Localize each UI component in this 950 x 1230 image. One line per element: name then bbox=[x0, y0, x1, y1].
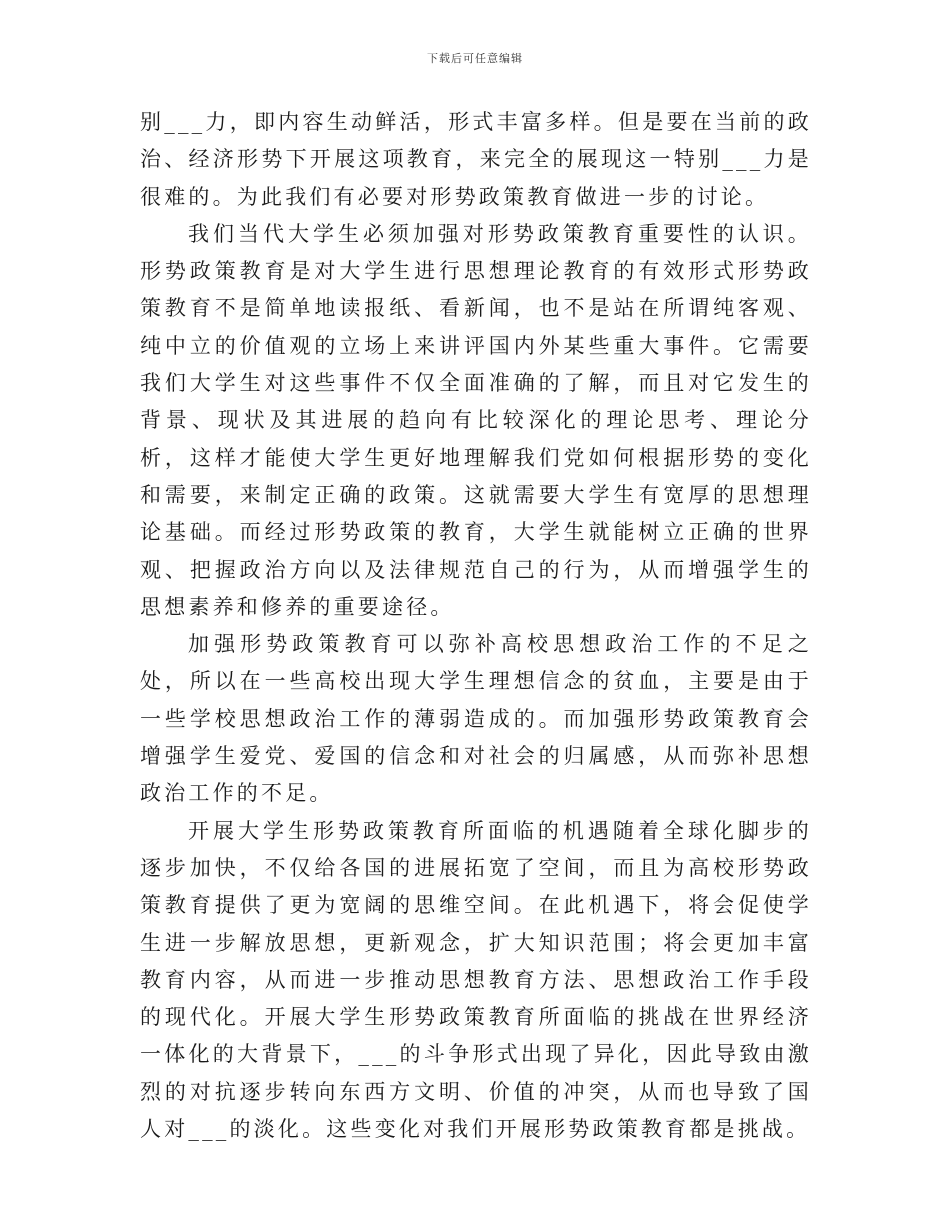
paragraph-supplement: 加强形势政策教育可以弥补高校思想政治工作的不足之处，所以在一些高校出现大学生理想信念的贫血，主要是由于一些学校思想政治工作的薄弱造成的。而加强形势政策教育会增强学生爱党、爱国的信念和对社会的归属感，从而弥补思想政治工作的不足。 bbox=[140, 632, 812, 806]
paragraph-continuation: 别___力，即内容生动鲜活，形式丰富多样。但是要在当前的政治、经济形势下开展这项教育，来完全的展现这一特别___力是很难的。为此我们有必要对形势政策教育做进一步的讨论。 bbox=[140, 110, 812, 209]
paragraph-importance: 我们当代大学生必须加强对形势政策教育重要性的认识。形势政策教育是对大学生进行思想理论教育的有效形式形势政策教育不是简单地读报纸、看新闻，也不是站在所谓纯客观、纯中立的价值观的立场上来讲评国内外某些重大事件。它需要我们大学生对这些事件不仅全面准确的了解，而且对它发生的背景、现状及其进展的趋向有比较深化的理论思考、理论分析，这样才能使大学生更好地理解我们党如何根据形势的变化和需要，来制定正确的政策。这就需要大学生有宽厚的思想理论基础。而经过形势政策的教育，大学生就能树立正确的世界观、把握政治方向以及法律规范自己的行为，从而增强学生的思想素养和修养的重要途径。 bbox=[140, 221, 812, 619]
document-body bbox=[140, 104, 812, 1148]
page-header: 下载后可任意编辑 bbox=[427, 52, 523, 65]
paragraph-opportunities-challenges: 开展大学生形势政策教育所面临的机遇随着全球化脚步的逐步加快，不仅给各国的进展拓宽了空间，而且为高校形势政策教育提供了更为宽阔的思维空间。在此机遇下，将会促使学生进一步解放思想，更新观念，扩大知识范围；将会更加丰富教育内容，从而进一步推动思想教育方法、思想政治工作手段的现代化。开展大学生形势政策教育所面临的挑战在世界经济一体化的大背景下，___的斗争形式出现了异化，因此导致由激烈的对抗逐步转向东西方文明、价值的冲突，从而也导致了国人对___的淡化。这些变化对我们开展形势政策教育都是挑战。 bbox=[140, 818, 812, 1142]
